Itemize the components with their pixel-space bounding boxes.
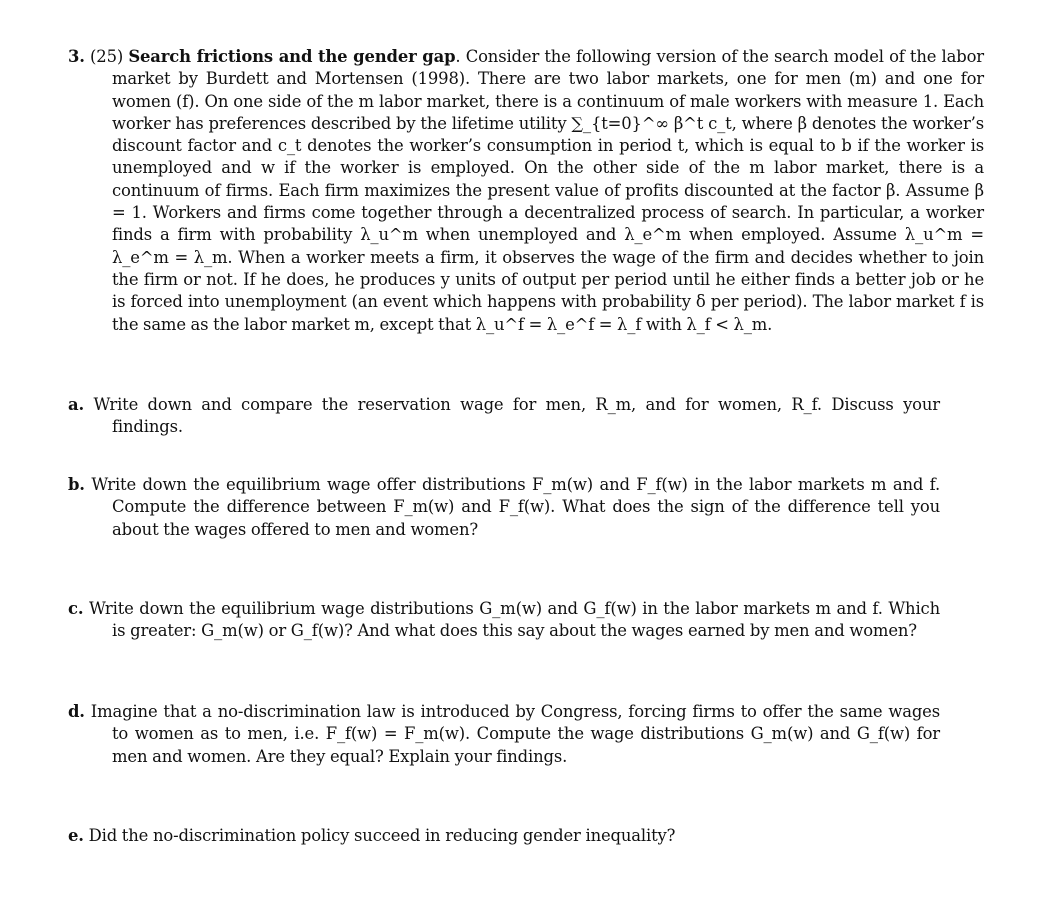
part-text: Write down and compare the reservation wage for men, R_m, and for women, R_f. Discuss your findings. xyxy=(93,395,940,437)
part-letter: b. xyxy=(68,475,85,494)
part-letter: e. xyxy=(68,826,84,845)
question-part-b xyxy=(68,474,940,541)
part-letter: d. xyxy=(68,702,85,721)
part-text: Imagine that a no-discrimination law is introduced by Congress, forcing firms to offer the same wages to women as to men, i.e. F_f(w) = F_m(w). Compute the wage distributions G_m(w) and G_f(w) for men and women. Are they equal? Explain your findings. xyxy=(90,702,940,766)
part-letter: a. xyxy=(68,395,85,414)
question-part-a xyxy=(68,394,940,439)
problem-title: Search frictions and the gender gap xyxy=(128,47,456,66)
question-part-c xyxy=(68,598,940,643)
part-text: Did the no-discrimination policy succeed in reducing gender inequality? xyxy=(88,826,676,845)
part-text: Write down the equilibrium wage distributions G_m(w) and G_f(w) in the labor markets m and f. Which is greater: G_m(w) or G_f(w)? And what does this say about the wages earned by men and women? xyxy=(88,599,940,641)
problem-statement xyxy=(68,46,984,336)
question-part-e xyxy=(68,825,940,847)
problem-number: 3. xyxy=(68,47,85,66)
part-letter: c. xyxy=(68,599,84,618)
problem-points: (25) xyxy=(90,47,124,66)
part-text: Write down the equilibrium wage offer distributions F_m(w) and F_f(w) in the labor markets m and f. Compute the difference between F_m(w) and F_f(w). What does the sign of the difference tell you about the wages offered to men and women? xyxy=(91,475,941,539)
question-part-d xyxy=(68,701,940,768)
problem-body-text: . Consider the following version of the search model of the labor market by Burdett and Mortensen (1998). There are two labor markets, one for men (m) and one for women (f). On one side of the m labor market, there is a continuum of male workers with measure 1. Each worker has preferences described by the lifetime utility ∑_{t=0}^∞ β^t c_t, where β denotes the worker’s discount factor and c_t denotes the worker’s consumption in period t, which is equal to b if the worker is unemployed and w if the worker is employed. On the other side of the m labor market, there is a continuum of firms. Each firm maximizes the present value of profits discounted at the factor β. Assume β = 1. Workers and firms come together through a decentralized process of search. In particular, a worker finds a firm with probability λ_u^m when unemployed and λ_e^m when employed. Assume λ_u^m = λ_e^m = λ_m. When a worker meets a firm, it observes the wage of the firm and decides whether to join the firm or not. If he does, he produces y units of output per period until he either finds a better job or he is forced into unemployment (an event which happens with probability δ per period). The labor market f is the same as the labor market m, except that λ_u^f = λ_e^f = λ_f with λ_f < λ_m. xyxy=(112,47,984,334)
